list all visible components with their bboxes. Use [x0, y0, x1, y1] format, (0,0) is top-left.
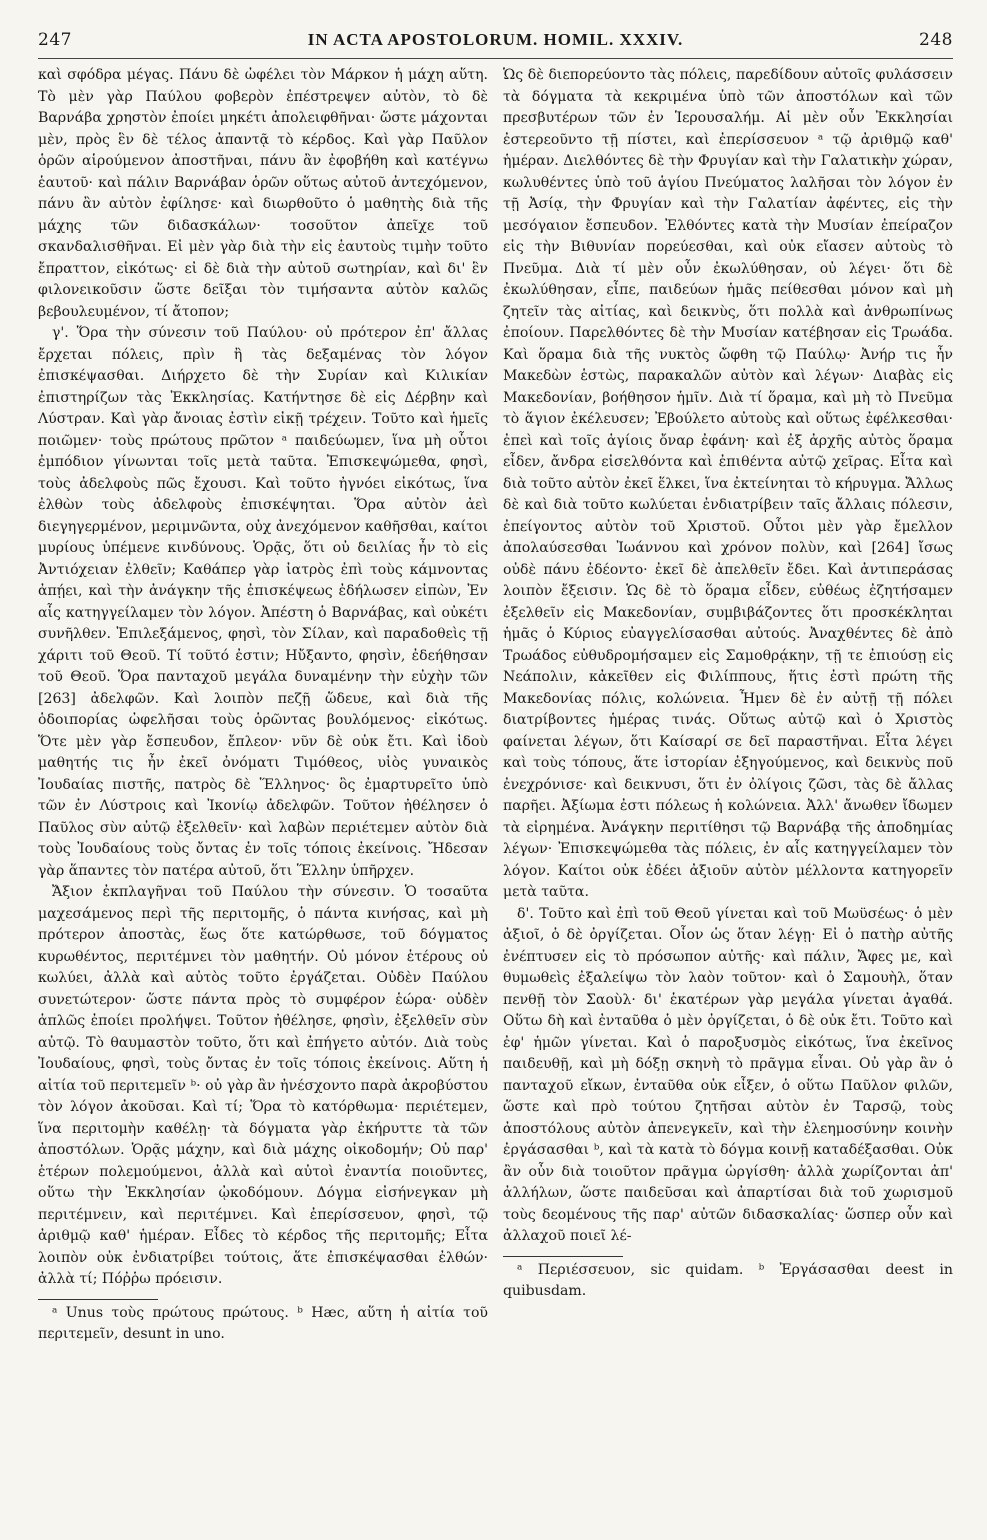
footnote-rule-right [503, 1256, 623, 1257]
left-column [38, 65, 488, 1346]
right-footnote: ᵃ Περιέσσευον, sic quidam. ᵇ Ἐργάσασθαι deest in quibusdam. [503, 1261, 953, 1299]
footnote-rule-left [38, 1299, 158, 1300]
right-column [503, 65, 953, 1346]
page-number-left: 247 [38, 30, 72, 50]
left-paragraph-1: καὶ σφόδρα μέγας. Πάνυ δὲ ὠφέλει τὸν Μάρκον ἡ μάχη αὕτη. Τὸ μὲν γὰρ Παύλου φοβερὸν ἐπέστρεψεν αὐτὸν, τὸ δὲ Βαρνάβα χρηστὸν ἐποίει μηκέτι ἀπολειφθῆναι· ὥστε μάχονται μὲν, πρὸς ἓν δὲ τέλος ἀπαντᾷ τὸ κέρδος. Καὶ γὰρ Παῦλον ὁρῶν αἱρούμενον ἀποστῆναι, πάνυ ἂν ἐφοβήθη καὶ κατέγνω ἑαυτοῦ· καὶ πάλιν Βαρνάβαν ὁρῶν οὕτως αὐτοῦ ἀντεχόμενον, πάνυ ἂν αὐτὸν ἐφίλησε· καὶ διωρθοῦτο ὁ μαθητὴς διὰ τῆς μάχης τῶν διδασκάλων· τοσοῦτον ἀπεῖχε τοῦ σκανδαλισθῆναι. Εἰ μὲν γὰρ διὰ τὴν εἰς ἑαυτοὺς τιμὴν τοῦτο ἔπραττον, εἰκότως· εἰ δὲ διὰ τὴν αὐτοῦ σωτηρίαν, καὶ δι' ἓν φιλονεικοῦσιν ὥστε δεῖξαι τὸν τιμήσαντα αὐτὸν καλῶς βεβουλευμένον, τί ἄτοπον; [38, 67, 488, 320]
right-paragraph-1: Ὡς δὲ διεπορεύοντο τὰς πόλεις, παρεδίδουν αὐτοῖς φυλάσσειν τὰ δόγματα τὰ κεκριμένα ὑπὸ τῶν ἀποστόλων καὶ τῶν πρεσβυτέρων τῶν ἐν Ἱερουσαλήμ. Αἱ μὲν οὖν Ἐκκλησίαι ἐστερεοῦντο τῇ πίστει, καὶ ἐπερίσσευον ᵃ τῷ ἀριθμῷ καθ' ἡμέραν. Διελθόντες δὲ τὴν Φρυγίαν καὶ τὴν Γαλατικὴν χώραν, κωλυθέντες ὑπὸ τοῦ ἁγίου Πνεύματος λαλῆσαι τὸν λόγον ἐν τῇ Ἀσίᾳ, τὴν Φρυγίαν καὶ τὴν Γαλατίαν ἀφέντες, εἰς τὴν μεσόγαιον ἔσπευδον. Ἐλθόντες κατὰ τὴν Μυσίαν ἐπείραζον εἰς τὴν Βιθυνίαν πορεύεσθαι, καὶ οὐκ εἴασεν αὐτοὺς τὸ Πνεῦμα. Διὰ τί μὲν οὖν ἐκωλύθησαν, οὐ λέγει· ὅτι δὲ ἐκωλύθησαν, εἶπε, παιδεύων ἡμᾶς πείθεσθαι μόνον καὶ μὴ ζητεῖν τὰς αἰτίας, καὶ δεικνὺς, ὅτι πολλὰ καὶ ἀνθρωπίνως ἐποίουν. Παρελθόντες δὲ τὴν Μυσίαν κατέβησαν εἰς Τρωάδα. Καὶ ὅραμα διὰ τῆς νυκτὸς ὤφθη τῷ Παύλῳ· Ἀνήρ τις ἦν Μακεδὼν ἑστὼς, παρακαλῶν αὐτὸν καὶ λέγων· Διαβὰς εἰς Μακεδονίαν, βοήθησον ἡμῖν. Διὰ τί ὅραμα, καὶ μὴ τὸ Πνεῦμα τὸ ἅγιον ἐκέλευσεν; Ἐβούλετο αὐτοὺς καὶ οὕτως ἐφέλκεσθαι· ἐπεὶ καὶ τοῖς ἁγίοις ὄναρ ἐφάνη· καὶ ἐξ ἀρχῆς αὐτὸς ὅραμα εἶδεν, ἄνδρα εἰσελθόντα καὶ ἐπιθέντα αὐτῷ χεῖρας. Εἶτα καὶ διὰ τοῦτο αὐτὸν ἐκεῖ ἕλκει, ἵνα ἐκτείνηται τὸ κήρυγμα. Ἄλλως δὲ καὶ διὰ τοῦτο κωλύεται ἐνδιατρίβειν ταῖς ἄλλαις πόλεσιν, ἐπείγοντος αὐτὸν τοῦ Χριστοῦ. Οὗτοι μὲν γὰρ ἔμελλον ἀπολαύσεσθαι Ἰωάννου καὶ χρόνον πολὺν, καὶ [264] ἴσως οὐδὲ πάνυ ἐδέοντο· ἐκεῖ δὲ ἀπελθεῖν ἔδει. Καὶ ἀντιπεράσας λοιπὸν ἔξεισιν. Ὡς δὲ τὸ ὅραμα εἶδεν, εὐθέως ἐζητήσαμεν ἐξελθεῖν εἰς Μακεδονίαν, συμβιβάζοντες ὅτι προσκέκληται ἡμᾶς ὁ Κύριος εὐαγγελίσασθαι αὐτούς. Ἀναχθέντες δὲ ἀπὸ Τρωάδος εὐθυδρομήσαμεν εἰς Σαμοθρᾴκην, τῇ τε ἐπιούσῃ εἰς Νεάπολιν, κἀκεῖθεν εἰς Φιλίππους, ἥτις ἐστὶ πρώτη τῆς Μακεδονίας πόλις, κολώνεια. Ἦμεν δὲ ἐν αὐτῇ τῇ πόλει διατρίβοντες ἡμέρας τινάς. Οὕτως αὐτῷ καὶ ὁ Χριστὸς φαίνεται λέγων, ὅτι Καίσαρί σε δεῖ παραστῆναι. Εἶτα λέγει καὶ τοὺς τόπους, ἅτε ἱστορίαν ἐξηγούμενος, καὶ δεικνὺς ποῦ ἐνεχρόνισε· καὶ δεικνυσι, ὅτι ἐν ὀλίγοις ζῶσι, τὰς δὲ ἄλλας παρῆει. Ἀξίωμα ἐστι πόλεως ἡ κολώνεια. Ἀλλ' ἄνωθεν ἴδωμεν τὰ εἰρημένα. Ἀνάγκην περιτίθησι τῷ Βαρνάβᾳ τῆς ἀποδημίας λέγων· Ἐπισκεψώμεθα τὰς πόλεις, ἐν αἷς κατηγγείλαμεν τὸν λόγον. Καίτοι οὐκ ἐδέει ἀξιοῦν αὐτὸν μέλλοντα κατηγορεῖν μετὰ ταῦτα. [503, 67, 953, 900]
left-paragraph-2: γ'. Ὅρα τὴν σύνεσιν τοῦ Παύλου· οὐ πρότερον ἐπ' ἄλλας ἔρχεται πόλεις, πρὶν ἢ τὰς δεξαμένας τὸν λόγον ἐπισκέψασθαι. Διήρχετο δὲ τὴν Συρίαν καὶ Κιλικίαν ἐπιστηρίζων τὰς Ἐκκλησίας. Κατήντησε δὲ εἰς Δέρβην καὶ Λύστραν. Καὶ γὰρ ἄνοιας ἐστὶν εἰκῇ τρέχειν. Τοῦτο καὶ ἡμεῖς ποιῶμεν· τοὺς πρώτους πρῶτον ᵃ παιδεύωμεν, ἵνα μὴ οὗτοι ἐμπόδιον γίνωνται τοῖς μετὰ ταῦτα. Ἐπισκεψώμεθα, φησὶ, τοὺς ἀδελφοὺς πῶς ἔχουσι. Καὶ τοῦτο ἠγνόει εἰκότως, ἵνα ἐλθὼν τοὺς ἀδελφοὺς ἐπισκέψηται. Ὅρα αὐτὸν ἀεὶ διεγηγερμένον, μεριμνῶντα, οὐχ ἀνεχόμενον καθῆσθαι, καίτοι μυρίους ὑπέμενε κινδύνους. Ὁρᾷς, ὅτι οὐ δειλίας ἦν τὸ εἰς Ἀντιόχειαν ἐλθεῖν; Καθάπερ γὰρ ἰατρὸς ἐπὶ τοὺς κάμνοντας ἀπῄει, καὶ τὴν ἀνάγκην τῆς ἐπισκέψεως ἐδήλωσεν εἰπὼν, Ἐν αἷς κατηγγείλαμεν τὸν λόγον. Ἀπέστη ὁ Βαρνάβας, καὶ οὐκέτι συνῆλθεν. Ἐπιλεξάμενος, φησὶ, τὸν Σίλαν, καὶ παραδοθεὶς τῇ χάριτι τοῦ Θεοῦ. Τί τοῦτό ἐστιν; Ηὔξαντο, φησὶν, ἐδεήθησαν τοῦ Θεοῦ. Ὅρα πανταχοῦ μεγάλα δυναμένην τὴν εὐχὴν τῶν [263] ἀδελφῶν. Καὶ λοιπὸν πεζῇ ὥδευε, καὶ διὰ τῆς ὁδοιπορίας ὠφελῆσαι τοὺς ὁρῶντας βουλόμενος· εἰκότως. Ὅτε μὲν γὰρ ἔσπευδον, ἔπλεον· νῦν δὲ οὐκ ἔτι. Καὶ ἰδοὺ μαθητής τις ἦν ἐκεῖ ὀνόματι Τιμόθεος, υἱὸς γυναικὸς Ἰουδαίας πιστῆς, πατρὸς δὲ Ἕλληνος· ὃς ἐμαρτυρεῖτο ὑπὸ τῶν ἐν Λύστροις καὶ Ἰκονίῳ ἀδελφῶν. Τοῦτον ἠθέλησεν ὁ Παῦλος σὺν αὐτῷ ἐξελθεῖν· καὶ λαβὼν περιέτεμεν αὐτὸν διὰ τοὺς Ἰουδαίους τοὺς ὄντας ἐν τοῖς τόποις ἐκείνοις. Ἤδεσαν γὰρ ἅπαντες τὸν πατέρα αὐτοῦ, ὅτι Ἕλλην ὑπῆρχεν. [38, 325, 488, 879]
two-column-body [38, 65, 953, 1346]
left-footnote: ᵃ Unus τοὺς πρώτους πρώτους. ᵇ Hæc, αὕτη ἡ αἰτία τοῦ περιτεμεῖν, desunt in uno. [38, 1304, 488, 1342]
running-title: IN ACTA APOSTOLORUM. HOMIL. XXXIV. [307, 30, 684, 49]
left-paragraph-3: Ἄξιον ἐκπλαγῆναι τοῦ Παύλου τὴν σύνεσιν. Ὁ τοσαῦτα μαχεσάμενος περὶ τῆς περιτομῆς, ὁ πάντα κινήσας, καὶ μὴ πρότερον ἀποστὰς, ἕως ὅτε κατώρθωσε, τοῦ δόγματος κυρωθέντος, περιτέμνει τὸν μαθητήν. Οὐ μόνον ἑτέρους οὐ κωλύει, ἀλλὰ καὶ αὐτὸς τοῦτο ἐργάζεται. Οὐδὲν Παύλου συνετώτερον· ὥστε πάντα πρὸς τὸ συμφέρον ἑώρα· οὐδὲν ἁπλῶς ἐποίει προλήψει. Τοῦτον ἠθέλησε, φησὶν, ἐξελθεῖν σὺν αὐτῷ. Τὸ θαυμαστὸν τοῦτο, ὅτι καὶ ἐπήγετο αὐτόν. Διὰ τοὺς Ἰουδαίους, φησὶ, τοὺς ὄντας ἐν τοῖς τόποις ἐκείνοις. Αὕτη ἡ αἰτία τοῦ περιτεμεῖν ᵇ· οὐ γὰρ ἂν ἠνέσχοντο παρὰ ἀκροβύστου τὸν λόγον ἀκοῦσαι. Καὶ τί; Ὅρα τὸ κατόρθωμα· περιέτεμεν, ἵνα περιτομὴν καθέλῃ· τὰ δόγματα γὰρ ἐκήρυττε τὰ τῶν ἀποστόλων. Ὁρᾷς μάχην, καὶ διὰ μάχης οἰκοδομήν; Οὐ παρ' ἑτέρων πολεμούμενοι, ἀλλὰ καὶ αὐτοὶ ἐναντία ποιοῦντες, οὕτω τὴν Ἐκκλησίαν ᾠκοδόμουν. Δόγμα εἰσήνεγκαν μὴ περιτέμνειν, καὶ περιτέμνει. Καὶ ἐπερίσσευον, φησὶ, τῷ ἀριθμῷ καθ' ἡμέραν. Εἶδες τὸ κέρδος τῆς περιτομῆς; Εἶτα λοιπὸν οὐκ ἐνδιατρίβει τούτοις, ἅτε ἐπισκέψασθαι ἐλθών· ἀλλὰ τί; Πόῤῥω πρόεισιν. [38, 884, 488, 1287]
running-header [38, 30, 953, 59]
page-number-right: 248 [919, 30, 953, 50]
right-paragraph-2: δ'. Τοῦτο καὶ ἐπὶ τοῦ Θεοῦ γίνεται καὶ τοῦ Μωϋσέως· ὁ μὲν ἀξιοῖ, ὁ δὲ ὀργίζεται. Οἷον ὡς ὅταν λέγῃ· Εἰ ὁ πατὴρ αὐτῆς ἐνέπτυσεν εἰς τὸ πρόσωπον αὐτῆς· καὶ πάλιν, Ἄφες με, καὶ θυμωθεὶς ἐξαλείψω τὸν λαὸν τοῦτον· καὶ ὁ Σαμουὴλ, ὅταν πενθῇ τὸν Σαοὺλ· δι' ἑκατέρων γὰρ μεγάλα γίνεται ἀγαθά. Οὕτω δὴ καὶ ἐνταῦθα ὁ μὲν ὀργίζεται, ὁ δὲ οὐκ ἔτι. Τοῦτο καὶ ἐφ' ἡμῶν γίνεται. Καὶ ὁ παροξυσμὸς εἰκότως, ἵνα ἐκεῖνος παιδευθῇ, καὶ μὴ δόξῃ σκηνὴ τὸ πρᾶγμα εἶναι. Οὐ γὰρ ἂν ὁ πανταχοῦ εἴκων, ἐνταῦθα οὐκ εἶξεν, ὁ οὕτω Παῦλον φιλῶν, ὥστε καὶ πρὸ τούτου ζητῆσαι αὐτὸν ἐν Ταρσῷ, τοὺς ἀποστόλους αὐτὸν ἀπενεγκεῖν, καὶ τὴν ἐλεημοσύνην κοινὴν ἐργάσασθαι ᵇ, καὶ τὰ κατὰ τὸ δόγμα κοινῇ καταδέξασθαι. Οὐκ ἂν οὖν διὰ τοιοῦτον πρᾶγμα ὠργίσθη· ἀλλὰ χωρίζονται ἀπ' ἀλλήλων, ὥστε παιδεῦσαι καὶ ἀπαρτίσαι διὰ τοῦ χωρισμοῦ τοὺς δεομένους τῆς παρ' αὐτῶν διδασκαλίας· ὥσπερ οὖν καὶ ἀλλαχοῦ ποιεῖ λέ- [503, 905, 953, 1244]
